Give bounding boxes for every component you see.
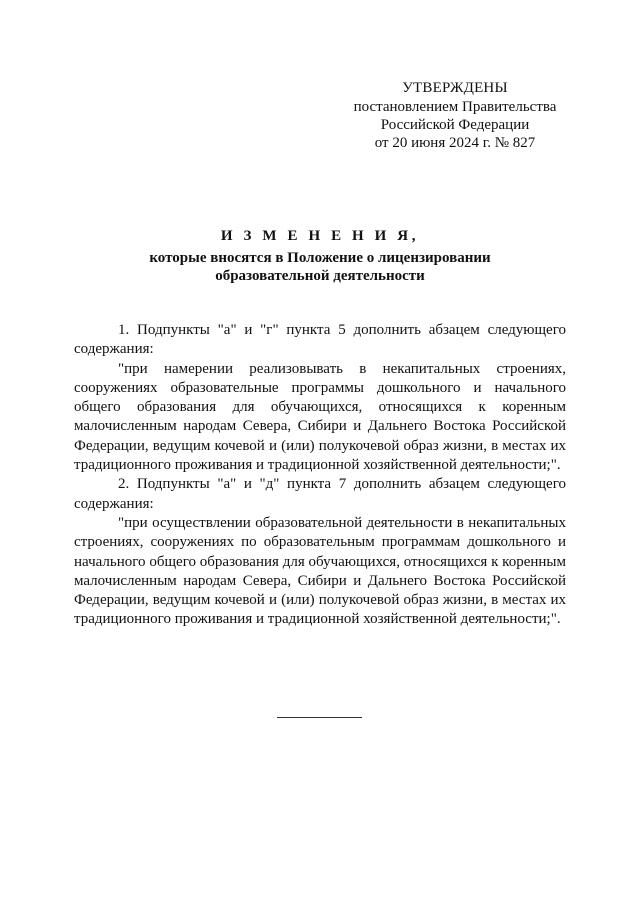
paragraph-item-1: 1. Подпункты "а" и "г" пункта 5 дополнить абзацем следующего содержания: xyxy=(74,322,566,358)
paragraph-item-2: 2. Подпункты "а" и "д" пункта 7 дополнить абзацем следующего содержания: xyxy=(74,476,566,512)
approval-line-1: постановлением Правительства xyxy=(353,99,557,115)
document-title: И З М Е Н Е Н И Я, xyxy=(220,228,420,244)
end-separator-line xyxy=(277,717,362,718)
approval-stamp xyxy=(340,79,570,152)
approval-line-3: от 20 июня 2024 г. № 827 xyxy=(374,135,536,151)
document-heading xyxy=(60,227,580,285)
approval-title: УТВЕРЖДЕНЫ xyxy=(402,80,508,96)
document-body xyxy=(74,321,566,630)
paragraph-quote-1: "при намерении реализовывать в некапитальных строениях, сооружениях образовательные программы дошкольного и начального общего образования для обучающихся, относящихся к коренным малочисленным народам Севера, Сибири и Дальнего Востока Российской Федерации, ведущим кочевой и (или) полукочевой образ жизни, в местах их традиционного проживания и традиционной хозяйственной деятельности;". xyxy=(74,360,566,474)
document-subtitle-line-2: образовательной деятельности xyxy=(215,268,425,284)
paragraph-quote-2: "при осуществлении образовательной деятельности в некапитальных строениях, сооружениях по образовательным программам дошкольного и начального общего образования для обучающихся, относящихся к коренным малочисленным народам Севера, Сибири и Дальнего Востока Российской Федерации, ведущим кочевой и (или) полукочевой образ жизни, в местах их традиционного проживания и традиционной хозяйственной деятельности;". xyxy=(74,514,566,628)
document-subtitle-line-1: которые вносятся в Положение о лицензировании xyxy=(149,250,491,266)
approval-line-2: Российской Федерации xyxy=(380,117,530,133)
